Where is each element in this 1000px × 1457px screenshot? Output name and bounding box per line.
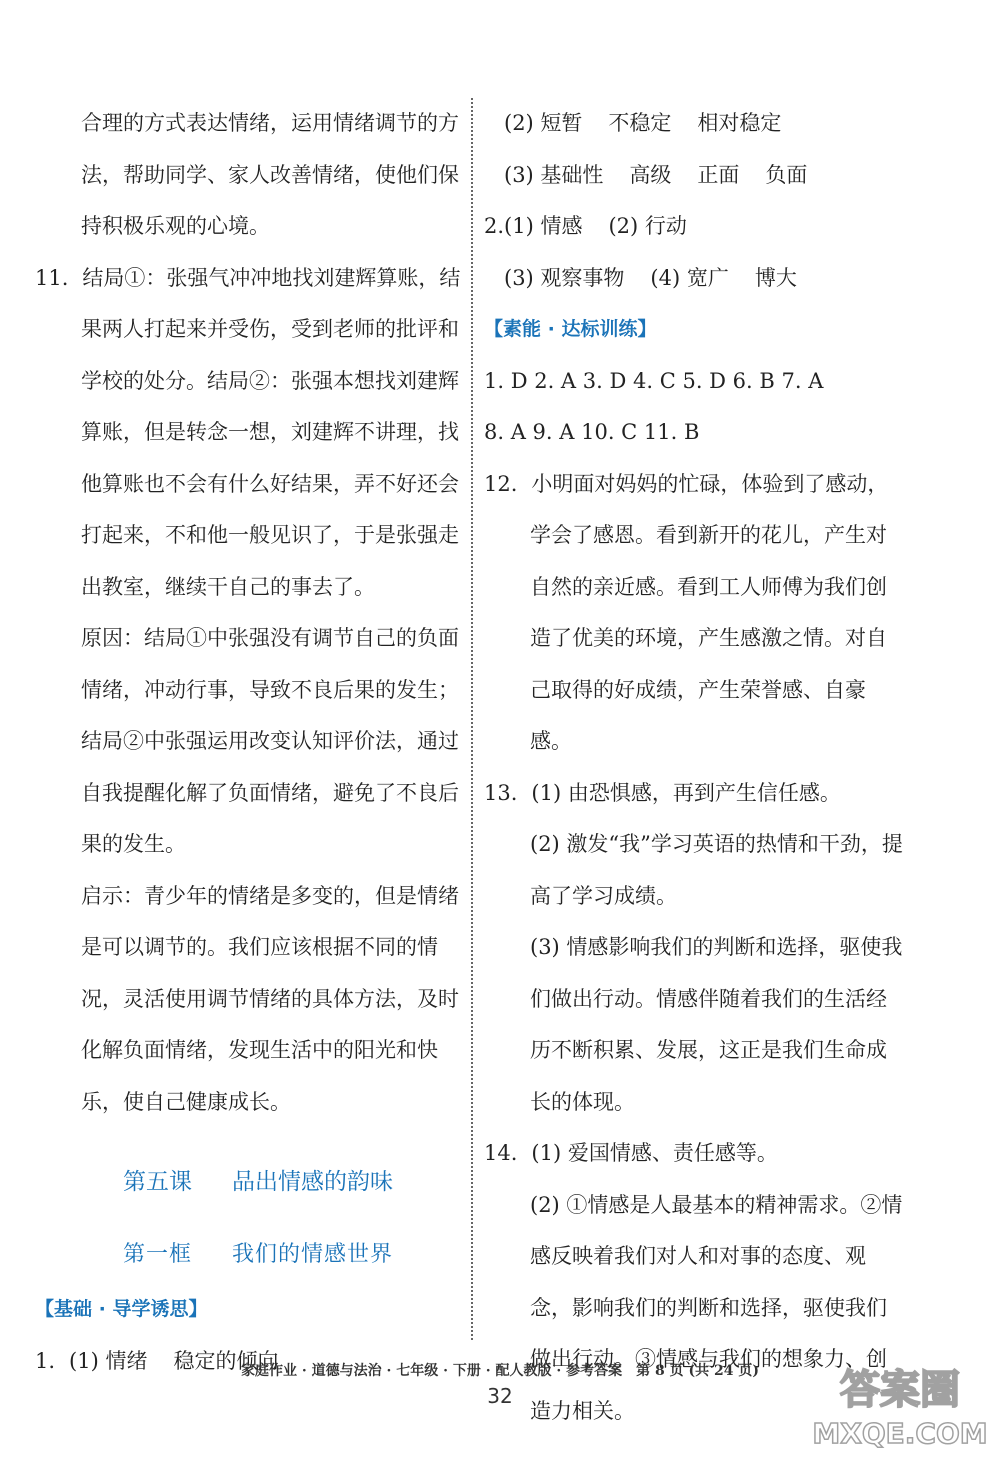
- left-column: [35, 98, 465, 1387]
- basic-q1-part3: [484, 150, 904, 202]
- q11-answer: [35, 253, 465, 614]
- q13-part-a: (1) 由恐惧感，再到产生信任感。: [531, 780, 841, 805]
- answer-item: 正面: [697, 162, 740, 187]
- page-number: 32: [487, 1384, 513, 1408]
- q14-answer-a: [484, 1128, 904, 1180]
- basic-q2-line2: [484, 253, 904, 305]
- watermark-line1: 答案圈: [840, 1367, 960, 1413]
- q14-answer-b: (2) ①情感是人最基本的精神需求。②情感反映着我们对人和对事的态度、观念，影响我们的判断和选择，驱使我们做出行动。③情感与我们的想象力、创造力相关。: [530, 1192, 903, 1423]
- answer-item: (1) 情感: [504, 214, 583, 238]
- q11-insight: 启示：青少年的情绪是多变的，但是情绪是可以调节的。我们应该根据不同的情况，灵活使用调节情绪的具体方法，及时化解负面情绪，发现生活中的阳光和快乐，使自己健康成长。: [81, 883, 459, 1114]
- right-column: [484, 98, 904, 1437]
- answer-item: 博大: [754, 265, 797, 290]
- lesson-title: [35, 1154, 465, 1210]
- mc-answers-line2: 8. A 9. A 10. C 11. B: [484, 420, 700, 444]
- answer-item: (4) 宽广: [650, 265, 729, 290]
- basic-q2-line1: [484, 201, 904, 253]
- site-watermark-logo: [810, 1355, 990, 1453]
- basic-q1-part2: [484, 98, 904, 150]
- answer-item: (3) 观察事物: [504, 265, 625, 290]
- answer-item: 负面: [765, 162, 808, 187]
- mc-answers-line1: 1. D 2. A 3. D 4. C 5. D 6. B 7. A: [484, 368, 824, 393]
- lesson-name: 品出情感的韵味: [232, 1169, 393, 1195]
- q14-number: 14.: [484, 1141, 518, 1165]
- answer-item: 不稳定: [608, 111, 672, 135]
- q13-number: 13.: [484, 780, 518, 805]
- q13-answer-c: (3) 情感影响我们的判断和选择，驱使我们做出行动。情感伴随着我们的生活经历不断积累、发展，这正是我们生命成长的体现。: [530, 935, 903, 1114]
- section-basic-heading: 【基础 · 导学诱思】: [35, 1298, 208, 1320]
- answer-item: (2) 短暂: [504, 111, 583, 135]
- answer-item: (3) 基础性: [504, 162, 604, 187]
- q12-text: 小明面对妈妈的忙碌，体验到了感动，学会了感恩。看到新开的花儿，产生对自然的亲近感。看到工人师傅为我们创造了优美的环境，产生感激之情。对自己取得的好成绩，产生荣誉感、自豪感。: [530, 471, 889, 753]
- q13-answer-a: [484, 768, 904, 820]
- watermark-line2: MXQE.COM: [812, 1417, 988, 1450]
- column-divider: [471, 98, 473, 1340]
- q12-answer: [484, 459, 904, 768]
- basic-q1-number: 1.: [35, 1348, 56, 1373]
- q10-answer-tail: 合理的方式表达情绪，运用情绪调节的方法，帮助同学、家人改善情绪，使他们保持积极乐观的心境。: [81, 111, 459, 238]
- lesson-number: 第五课: [123, 1169, 192, 1195]
- subsection-title: [35, 1226, 465, 1284]
- subsection-number: 第一框: [123, 1242, 193, 1267]
- q11-reason: 原因：结局①中张强没有调节自己的负面情绪，冲动行事，导致不良后果的发生；结局②中张强运用改变认知评价法，通过自我提醒化解了负面情绪，避免了不良后果的发生。: [81, 626, 459, 856]
- basic-q2-number: 2.: [484, 214, 505, 238]
- q14-part-a: (1) 爱国情感、责任感等。: [531, 1141, 778, 1165]
- basic-q1-part-a: (1) 情绪: [69, 1348, 148, 1373]
- q13-answer-b: (2) 激发“我”学习英语的热情和干劲，提高了学习成绩。: [530, 832, 903, 908]
- answer-item: 相对稳定: [697, 111, 782, 135]
- page-footer: 家庭作业 · 道德与法治 · 七年级 · 下册 · 配人教版 · 参考答案 第 8 页 (共 24 页): [241, 1363, 759, 1379]
- basic-q1-part-b: 稳定的倾向: [173, 1348, 279, 1373]
- q12-number: 12.: [484, 471, 518, 496]
- q11-text: 结局①：张强气冲冲地找刘建辉算账，结果两人打起来并受伤，受到老师的批评和学校的处分。结局②：张强本想找刘建辉算账，但是转念一想，刘建辉不讲理，找他算账也不会有什么好结果，弄不好还会打起来，不和他一般见识了，于是张强走出教室，继续干自己的事去了。: [81, 265, 461, 599]
- section-skill-heading: 【素能 · 达标训练】: [484, 318, 657, 340]
- answer-item: (2) 行动: [608, 214, 687, 238]
- subsection-name: 我们的情感世界: [232, 1242, 394, 1267]
- answer-item: 高级: [629, 162, 672, 187]
- q11-number: 11.: [35, 265, 69, 290]
